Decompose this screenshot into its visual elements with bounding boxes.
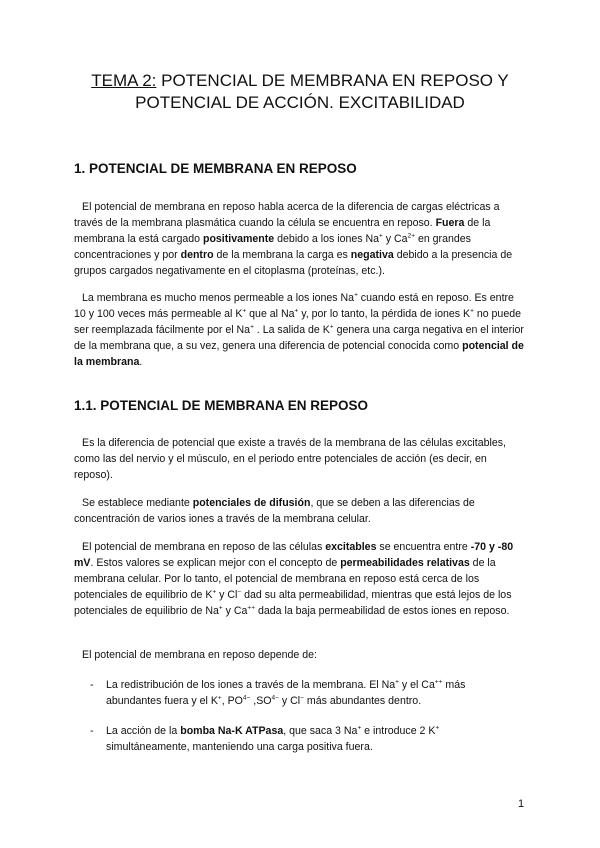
section-heading-1-1: 1.1. POTENCIAL DE MEMBRANA EN REPOSO	[74, 398, 369, 413]
list-item: - La acción de la bomba Na-K ATPasa, que saca 3 Na+ e introduce 2 K+ simultáneamente, manteniendo una carga positiva fuera.	[90, 724, 440, 753]
list-dash: -	[90, 725, 94, 737]
paragraph-6: El potencial de membrana en reposo depende de:	[82, 649, 317, 661]
paragraph-5: El potencial de membrana en reposo de las células excitables se encuentra entre -70 y -80 mV. Estos valores se explican mejor con el concepto de permeabilidades relativas de la membrana celular. Por lo tanto, el potencial de membrana en reposo está cerca de los potenciales de equilibrio de K+ y Cl− dad su alta permeabilidad, mientras que está lejos de los potenciales de equilibrio de Na+ y Ca++ dada la baja permeabilidad de estos iones en reposo.	[74, 541, 514, 617]
title-rest: POTENCIAL DE MEMBRANA EN REPOSO Y POTENCIAL DE ACCIÓN. EXCITABILIDAD	[135, 71, 509, 112]
page-number: 1	[518, 798, 525, 810]
page-title	[60, 70, 540, 114]
list-item: - La redistribución de los iones a través de la membrana. El Na+ y el Ca++ más abundantes fuera y el K+, $PO^{4-}$ $,SO^{4-}$ y Cl− más abundantes dentro.	[90, 678, 466, 707]
dependency-list	[90, 677, 505, 769]
paragraph-4: Se establece mediante potenciales de difusión, que se deben a las diferencias de concentración de varios iones a través de la membrana celular.	[74, 497, 475, 525]
paragraph-3: Es la diferencia de potencial que existe a través de la membrana de las células excitables, como las del nervio y el músculo, en el periodo entre potenciales de acción (es decir, en reposo).	[74, 437, 506, 481]
section-heading-1: 1. POTENCIAL DE MEMBRANA EN REPOSO	[74, 161, 357, 176]
paragraph-1: El potencial de membrana en reposo habla acerca de la diferencia de cargas eléctricas a través de la membrana plasmática cuando la célula se encuentra en reposo. Fuera de la membrana la está cargado positivamente debido a los iones Na+ y $Ca^{2+}$ en grandes concentraciones y por dentro de la membrana la carga es negativa debido a la presencia de grupos cargados negativamente en el citoplasma (proteínas, etc.).	[74, 201, 513, 277]
list-dash: -	[90, 679, 94, 691]
title-lead: TEMA 2:	[91, 71, 157, 90]
paragraph-2: La membrana es mucho menos permeable a los iones Na+ cuando está en reposo. Es entre 10 y 100 veces más permeable al K+ que al Na+ y, por lo tanto, la pérdida de iones K+ no puede ser reemplazada fácilmente por el Na+ . La salida de K+ genera una carga negativa en el interior de la membrana que, a su vez, genera una diferencia de potencial conocida como potencial de la membrana.	[74, 291, 524, 368]
